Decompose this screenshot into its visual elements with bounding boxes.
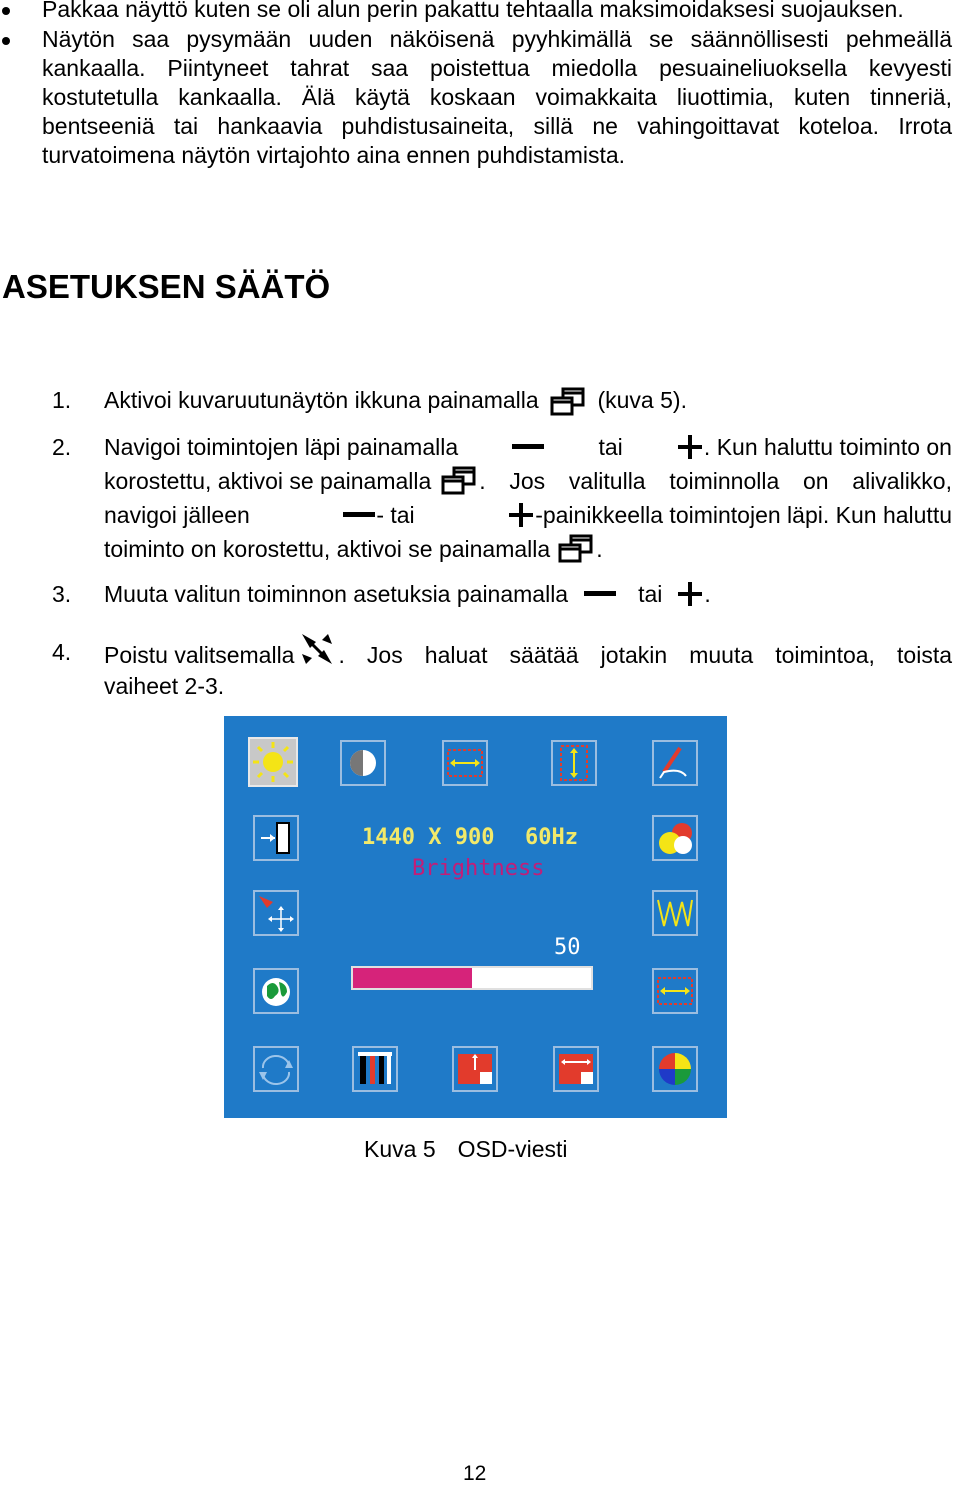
step-text-part: (kuva 5).: [597, 387, 687, 413]
step-text-part: Poistu valitsemalla: [104, 641, 295, 668]
minus-icon: [582, 584, 618, 604]
step-text-part: navigoi jälleen: [104, 502, 250, 528]
clock-icon[interactable]: [650, 738, 700, 788]
step-text: [104, 638, 952, 701]
section-heading: ASETUKSEN SÄÄTÖ: [2, 268, 331, 305]
step-line: vaiheet 2-3.: [104, 673, 225, 699]
step-text-part: - tai: [376, 502, 415, 528]
figure-number: Kuva 5: [364, 1136, 436, 1162]
step-text-part: [507, 498, 952, 532]
bullet-item: [0, 25, 952, 170]
figure-title: OSD-viesti: [457, 1136, 568, 1162]
step-line: [104, 498, 952, 532]
exit-arrows-icon: [298, 630, 336, 668]
bullet-list: [0, 0, 960, 174]
step-text: [104, 577, 952, 611]
h-position-icon[interactable]: [440, 738, 490, 788]
osd-level-bar[interactable]: [351, 966, 593, 990]
exit-icon[interactable]: [251, 813, 301, 863]
step-line: [104, 464, 952, 498]
step-text-part: . Kun haluttu toiminto on: [703, 434, 952, 460]
step-line: [104, 430, 952, 464]
step-text-part: toiminto on korostettu, aktivoi se painamalla: [104, 536, 551, 562]
osd-setting-value: 50: [554, 935, 581, 960]
step-text-part: tai: [598, 434, 623, 460]
v-position-icon[interactable]: [549, 738, 599, 788]
step-text-part: . Jos valitulla toiminnolla on alivalikko,: [479, 468, 952, 494]
bullet-item: [0, 0, 952, 24]
bullet-text: Näytön saa pysymään uuden näköisenä pyyhkimällä se säännöllisesti pehmeällä kankaalla. Piintyneet tahrat saa poistettua miedolla pesuaineliuoksella kevyesti kostutetulla kankaalla. Älä käytä koskaan voimakkaita liuottimia, kuten tinneriä, bentseeniä tai hankaavia puhdistusaineita, sillä ne vahingoittavat koteloa. Irrota turvatoimena näytön virtajohto aina ennen puhdistamista.: [42, 26, 952, 168]
bullet-text: Pakkaa näyttö kuten se oli alun perin pakattu tehtaalla maksimoidaksesi suojauksen.: [42, 0, 904, 22]
osd-refresh-rate: 60Hz: [525, 825, 578, 850]
language-icon[interactable]: [251, 966, 301, 1016]
color-temp-icon[interactable]: [650, 1044, 700, 1094]
figure-caption: [364, 1136, 568, 1163]
minus-icon: [342, 505, 376, 525]
bullet-dot: [2, 7, 10, 15]
brightness-icon[interactable]: [248, 737, 298, 787]
step-number: 3.: [52, 581, 72, 607]
step-line: [104, 532, 952, 566]
osd-level-bar-fill: [353, 968, 472, 988]
step-text-part: .: [596, 536, 603, 562]
bullet-dot: [2, 37, 10, 45]
step-line: [104, 638, 952, 672]
color-icon[interactable]: [650, 813, 700, 863]
step-text-part: tai: [638, 581, 663, 607]
step-text-part: korostettu, aktivoi se painamalla: [104, 468, 432, 494]
osd-resolution: 1440 X 900: [362, 825, 495, 850]
menu-button-icon: [439, 466, 479, 496]
step-text-part: [342, 498, 414, 532]
menu-button-icon: [556, 534, 596, 564]
tools-icon[interactable]: [350, 1044, 400, 1094]
step-text-part: [676, 430, 952, 464]
step-text-part: Navigoi toimintojen läpi painamalla: [104, 434, 459, 460]
image-position-icon[interactable]: [450, 1044, 500, 1094]
step-text-part: . Jos haluat säätää jotakin muuta toimintoa, toista: [338, 641, 952, 668]
step-number: 2.: [52, 434, 72, 460]
menu-button-icon: [549, 387, 587, 417]
image-size-icon[interactable]: [551, 1044, 601, 1094]
step-number: 1.: [52, 387, 72, 413]
step-text-part: Aktivoi kuvaruutunäytön ikkuna painamalla: [104, 387, 539, 413]
step-number: 4.: [52, 639, 72, 665]
plus-icon: [507, 501, 535, 529]
step-text-part: -painikkeella toimintojen läpi. Kun haluttu: [535, 502, 952, 528]
contrast-icon[interactable]: [338, 738, 388, 788]
step-text: [104, 383, 952, 417]
minus-icon: [511, 437, 545, 457]
phase-icon[interactable]: [650, 888, 700, 938]
h-size-icon[interactable]: [650, 966, 700, 1016]
plus-icon: [676, 580, 704, 608]
step-text: [104, 430, 952, 566]
recall-icon[interactable]: [251, 1044, 301, 1094]
step-text-part: Muuta valitun toiminnon asetuksia painamalla: [104, 581, 569, 607]
page-number: 12: [463, 1462, 487, 1485]
osd-position-icon[interactable]: [251, 888, 301, 938]
plus-icon: [676, 433, 704, 461]
step-text-part: .: [704, 581, 711, 607]
osd-setting-label: Brightness: [412, 856, 545, 881]
